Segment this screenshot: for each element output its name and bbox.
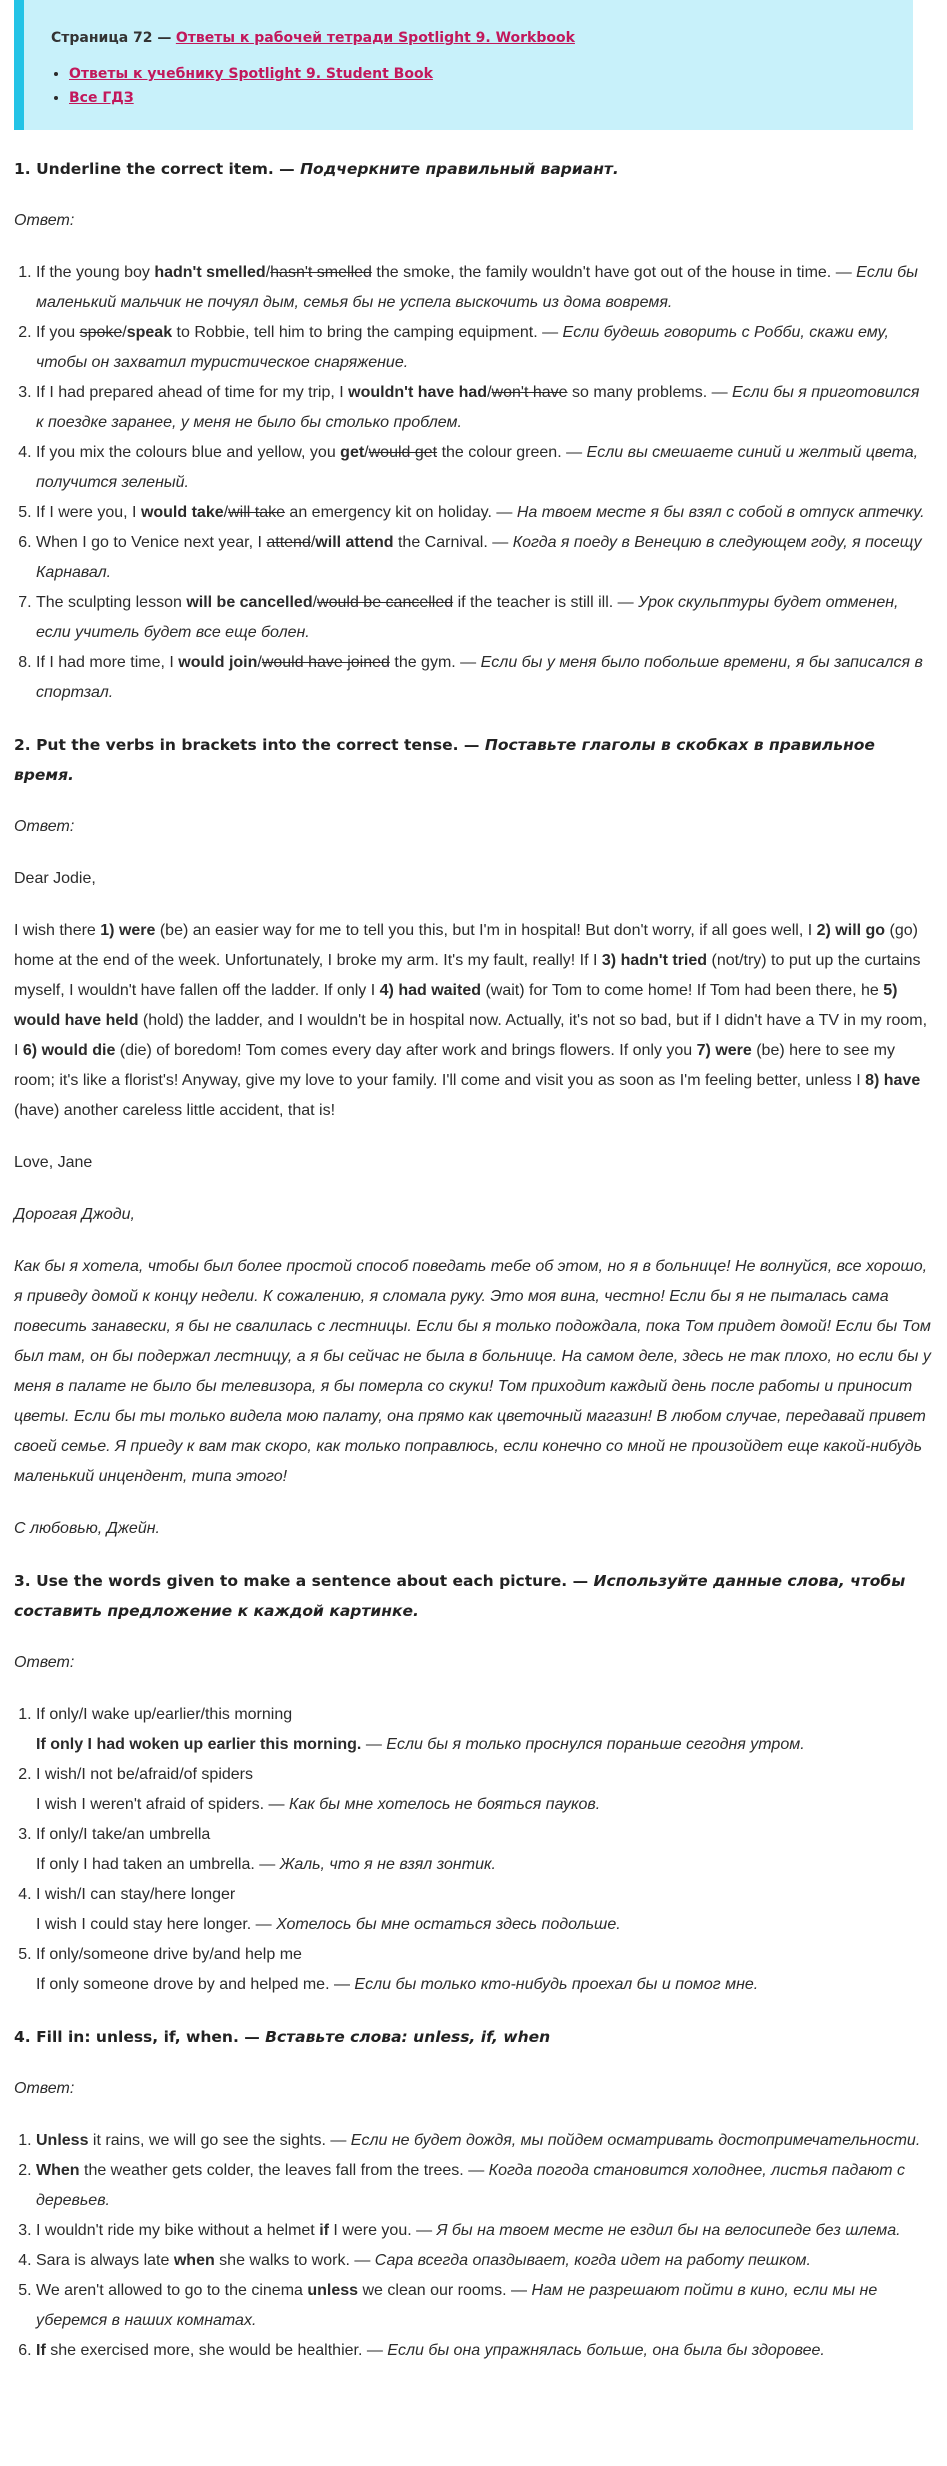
- translation: Хотелось бы мне остаться здесь подольше.: [276, 1916, 621, 1933]
- text-run: (be) an easier way for me to tell you this, but I'm in hospital! But don't worry, if all goes well, I: [155, 922, 817, 939]
- translation: Если не будет дождя, мы пойдем осматривать достопримечательности.: [350, 2132, 921, 2149]
- workbook-link[interactable]: Ответы к рабочей тетради Spotlight 9. Workbook: [175, 30, 575, 46]
- struck-option: hasn't smelled: [270, 264, 372, 281]
- task-1-title: [14, 154, 931, 184]
- list-item: [36, 2216, 931, 2246]
- list-item: [36, 258, 931, 318]
- text-run: If only I had taken an umbrella. —: [36, 1856, 280, 1873]
- text-run: she walks to work. —: [214, 2252, 375, 2269]
- text-run: I wish there: [14, 922, 101, 939]
- struck-option: would have joined: [261, 654, 390, 671]
- text-run: I were you. —: [328, 2222, 437, 2239]
- text-run: the weather gets colder, the leaves fall from the trees. —: [79, 2162, 489, 2179]
- text-run: When I go to Venice next year, I: [36, 534, 267, 551]
- list-item: [36, 2126, 931, 2156]
- task-1-title-ru: Подчеркните правильный вариант.: [300, 160, 619, 178]
- bold-answer: 8) have: [865, 1072, 921, 1089]
- prompt-answer: [36, 1850, 931, 1880]
- text-run: (be) here to see my room; it's like a florist's! Anyway, give my love to your family. I'll come and visit you as soon as I'm feeling better, unless I: [14, 1042, 895, 1089]
- translation: Если бы я только проснулся пораньше сегодня утром.: [386, 1736, 805, 1753]
- bold-answer: 5) would have held: [14, 982, 898, 1029]
- all-gdz-link[interactable]: Все ГДЗ: [69, 90, 134, 106]
- task-3-title-en: 3. Use the words given to make a sentence about each picture. —: [14, 1572, 589, 1590]
- bold-answer: if: [319, 2222, 329, 2239]
- page-line: [51, 28, 893, 48]
- list-item: [36, 378, 931, 438]
- bold-answer: would take: [140, 504, 224, 521]
- bold-answer: wouldn't have had: [348, 384, 488, 401]
- list-item: [36, 528, 931, 588]
- list-item: [36, 2156, 931, 2216]
- struck-option: attend: [266, 534, 311, 551]
- translation: Нам не разрешают пойти в кино, если мы не уберемся в наших комнатах.: [36, 2282, 878, 2329]
- translation: Если бы только кто-нибудь проехал бы и помог мне.: [354, 1976, 759, 1993]
- text-run: the colour green. —: [437, 444, 587, 461]
- text-run: —: [361, 1736, 387, 1753]
- page-label: Страница 72 —: [51, 30, 172, 46]
- list-item: [36, 1820, 931, 1880]
- text-run: it rains, we will go see the sights. —: [88, 2132, 351, 2149]
- text-run: /: [223, 504, 229, 521]
- bold-answer: When: [36, 2162, 80, 2179]
- text-run: to Robbie, tell him to bring the camping equipment. —: [172, 324, 563, 341]
- text-run: I wouldn't ride my bike without a helmet: [36, 2222, 320, 2239]
- list-item: [36, 438, 931, 498]
- list-item: [36, 1700, 931, 1760]
- text-run: the Carnival. —: [393, 534, 513, 551]
- prompt-answer: [36, 1790, 931, 1820]
- text-run: (go) home at the end of the week. Unfortunately, I broke my arm. It's my fault, really! If I: [14, 922, 918, 969]
- text-run: If you: [36, 324, 80, 341]
- list-item: [36, 2336, 931, 2366]
- text-run: so many problems. —: [567, 384, 733, 401]
- task-2-title-ru: Поставьте глаголы в скобках в правильное время.: [14, 736, 875, 784]
- prompt-words: 1. If only/I wake up/earlier/this morning: [36, 1706, 293, 1723]
- text-run: (have) another careless little accident, that is!: [14, 1102, 336, 1119]
- bold-answer: If only I had woken up earlier this morning.: [36, 1736, 362, 1753]
- task-2-title-en: 2. Put the verbs in brackets into the correct tense. —: [14, 736, 480, 754]
- prompt-answer: [36, 1970, 931, 2000]
- prompt-words: 4. I wish/I can stay/here longer: [36, 1886, 236, 1903]
- translation: Жаль, что я не взял зонтик.: [279, 1856, 496, 1873]
- prompt-words: 2. I wish/I not be/afraid/of spiders: [36, 1766, 253, 1783]
- text-run: If I were you, I: [36, 504, 141, 521]
- text-run: she exercised more, she would be healthier. —: [45, 2342, 388, 2359]
- task-3-title-ru: Используйте данные слова, чтобы составить предложение к каждой картинке.: [14, 1572, 906, 1620]
- letter-ru-signoff: С любовью, Джейн.: [14, 1520, 160, 1537]
- navigation-box: [14, 0, 913, 130]
- text-run: The sculpting lesson: [36, 594, 187, 611]
- translation: Если вы смешаете синий и желтый цвета, получится зеленый.: [36, 444, 919, 491]
- task-4-list: [14, 2126, 931, 2366]
- translation: Если бы у меня было побольше времени, я бы записался в спортзал.: [36, 654, 923, 701]
- prompt-answer: [36, 1910, 931, 1940]
- struck-option: would get: [368, 444, 438, 461]
- task-1-list: [14, 258, 931, 708]
- text-run: /: [487, 384, 492, 401]
- answer-label: Ответ:: [14, 818, 75, 835]
- bold-answer: will be cancelled: [186, 594, 313, 611]
- text-run: If the young boy: [36, 264, 155, 281]
- bold-answer: 7) were: [696, 1042, 752, 1059]
- list-item: [36, 1940, 931, 2000]
- task-2-title: [14, 730, 931, 790]
- bold-answer: speak: [126, 324, 173, 341]
- text-run: /: [257, 654, 262, 671]
- text-run: (hold) the ladder, and I wouldn't be in hospital now. Actually, it's not so bad, but if I didn't have a TV in my room, I: [14, 1012, 928, 1059]
- text-run: (not/try) to put up the curtains myself, I wouldn't have fallen off the ladder. If only I: [14, 952, 921, 999]
- bold-answer: unless: [307, 2282, 359, 2299]
- translation: На твоем месте я бы взял с собой в отпуск аптечку.: [516, 504, 925, 521]
- text-run: the smoke, the family wouldn't have got out of the house in time. —: [371, 264, 857, 281]
- nav-links: [51, 64, 893, 108]
- text-run: we clean our rooms. —: [358, 2282, 532, 2299]
- answer-label: Ответ:: [14, 1654, 75, 1671]
- text-run: if the teacher is still ill. —: [453, 594, 639, 611]
- text-run: /: [310, 534, 316, 551]
- text-run: the gym. —: [389, 654, 481, 671]
- bold-answer: 4) had waited: [379, 982, 481, 999]
- translation: Когда погода становится холоднее, листья падают с деревьев.: [36, 2162, 906, 2209]
- translation: Я бы на твоем месте не ездил бы на велосипеде без шлема.: [436, 2222, 901, 2239]
- translation: Если бы маленький мальчик не почуял дым, семья бы не успела выскочить из дома вовремя.: [36, 264, 918, 311]
- list-item: [36, 2276, 931, 2336]
- letter-greeting: Dear Jodie,: [14, 870, 96, 887]
- bold-answer: Unless: [36, 2132, 89, 2149]
- text-run: I wish I could stay here longer. —: [36, 1916, 277, 1933]
- bold-answer: get: [340, 444, 365, 461]
- nav-link-item: [69, 88, 893, 108]
- text-run: /: [364, 444, 369, 461]
- text-run: If you mix the colours blue and yellow, you: [36, 444, 341, 461]
- letter-signoff: Love, Jane: [14, 1154, 93, 1171]
- student-book-link[interactable]: Ответы к учебнику Spotlight 9. Student Book: [69, 66, 433, 82]
- bold-answer: 3) hadn't tried: [601, 952, 708, 969]
- bold-answer: will attend: [315, 534, 394, 551]
- answer-label: Ответ:: [14, 2080, 75, 2097]
- list-item: [36, 1760, 931, 1820]
- task-3-title: [14, 1566, 931, 1626]
- task-4-title-ru: Вставьте слова: unless, if, when: [265, 2028, 551, 2046]
- bold-answer: 1) were: [100, 922, 156, 939]
- letter-body: [14, 916, 931, 1126]
- translation: Когда я поеду в Венецию в следующем году, я посещу Карнавал.: [36, 534, 922, 581]
- struck-option: will take: [228, 504, 285, 521]
- task-4-title-en: 4. Fill in: unless, if, when. —: [14, 2028, 260, 2046]
- bold-answer: 2) will go: [816, 922, 886, 939]
- text-run: If I had more time, I: [36, 654, 179, 671]
- text-run: We aren't allowed to go to the cinema: [36, 2282, 308, 2299]
- translation: Урок скульптуры будет отменен, если учитель будет все еще болен.: [36, 594, 899, 641]
- list-item: [36, 1880, 931, 1940]
- list-item: [36, 498, 931, 528]
- task-4-title: [14, 2022, 931, 2052]
- task-3-list: [14, 1700, 931, 2000]
- letter-ru-greeting: Дорогая Джоди,: [14, 1206, 135, 1223]
- list-item: [36, 588, 931, 648]
- list-item: [36, 2246, 931, 2276]
- text-run: Sara is always late: [36, 2252, 174, 2269]
- text-run: If only someone drove by and helped me. —: [36, 1976, 355, 1993]
- translation: Сара всегда опаздывает, когда идет на работу пешком.: [374, 2252, 811, 2269]
- translation: Если бы я приготовился к поездке заранее, у меня не было бы столько проблем.: [36, 384, 920, 431]
- prompt-words: 5. If only/someone drive by/and help me: [36, 1946, 302, 1963]
- text-run: If I had prepared ahead of time for my trip, I: [36, 384, 349, 401]
- prompt-answer: [36, 1730, 931, 1760]
- bold-answer: If: [36, 2342, 46, 2359]
- translation: Если бы она упражнялась больше, она была бы здоровее.: [387, 2342, 825, 2359]
- text-run: I wish I weren't afraid of spiders. —: [36, 1796, 289, 1813]
- prompt-words: 3. If only/I take/an umbrella: [36, 1826, 211, 1843]
- text-run: /: [122, 324, 127, 341]
- struck-option: won't have: [491, 384, 568, 401]
- translation: Как бы мне хотелось не бояться пауков.: [288, 1796, 601, 1813]
- task-1-title-en: 1. Underline the correct item. —: [14, 160, 295, 178]
- text-run: /: [312, 594, 318, 611]
- bold-answer: would join: [178, 654, 258, 671]
- list-item: [36, 648, 931, 708]
- translation: Если будешь говорить с Робби, скажи ему, чтобы он захватил туристическое снаряжение.: [36, 324, 889, 371]
- struck-option: spoke: [79, 324, 123, 341]
- bold-answer: 6) would die: [22, 1042, 116, 1059]
- text-run: an emergency kit on holiday. —: [284, 504, 517, 521]
- text-run: /: [265, 264, 271, 281]
- bold-answer: when: [173, 2252, 215, 2269]
- list-item: [36, 318, 931, 378]
- letter-ru-body: Как бы я хотела, чтобы был более простой способ поведать тебе об этом, но я в больнице! Не волнуйся, все хорошо, я приведу домой к концу недели. К сожалению, я сломала руку. Это моя вина, честно! Если бы я не пыталась сама повесить занавески, я бы не свалилась с лестницы. Если бы я только подождала, пока Том придет домой! Если бы Том был там, он бы подержал лестницу, а я бы сейчас не была в больнице. На самом деле, здесь не так плохо, но если бы у меня в палате не было бы телевизора, я бы померла со скуки! Том приходит каждый день после работы и приносит цветы. Если бы ты только видела мою палату, она прямо как цветочный магазин! В любом случае, передавай привет своей семье. Я приеду к вам так скоро, как только поправлюсь, если конечно со мной не произойдет еще какой-нибудь маленький инцендент, типа этого!: [14, 1258, 931, 1485]
- text-run: (die) of boredom! Tom comes every day after work and brings flowers. If only you: [115, 1042, 697, 1059]
- nav-link-item: [69, 64, 893, 84]
- bold-answer: hadn't smelled: [154, 264, 266, 281]
- struck-option: would be cancelled: [317, 594, 454, 611]
- text-run: (wait) for Tom to come home! If Tom had been there, he: [481, 982, 884, 999]
- answer-label: Ответ:: [14, 212, 75, 229]
